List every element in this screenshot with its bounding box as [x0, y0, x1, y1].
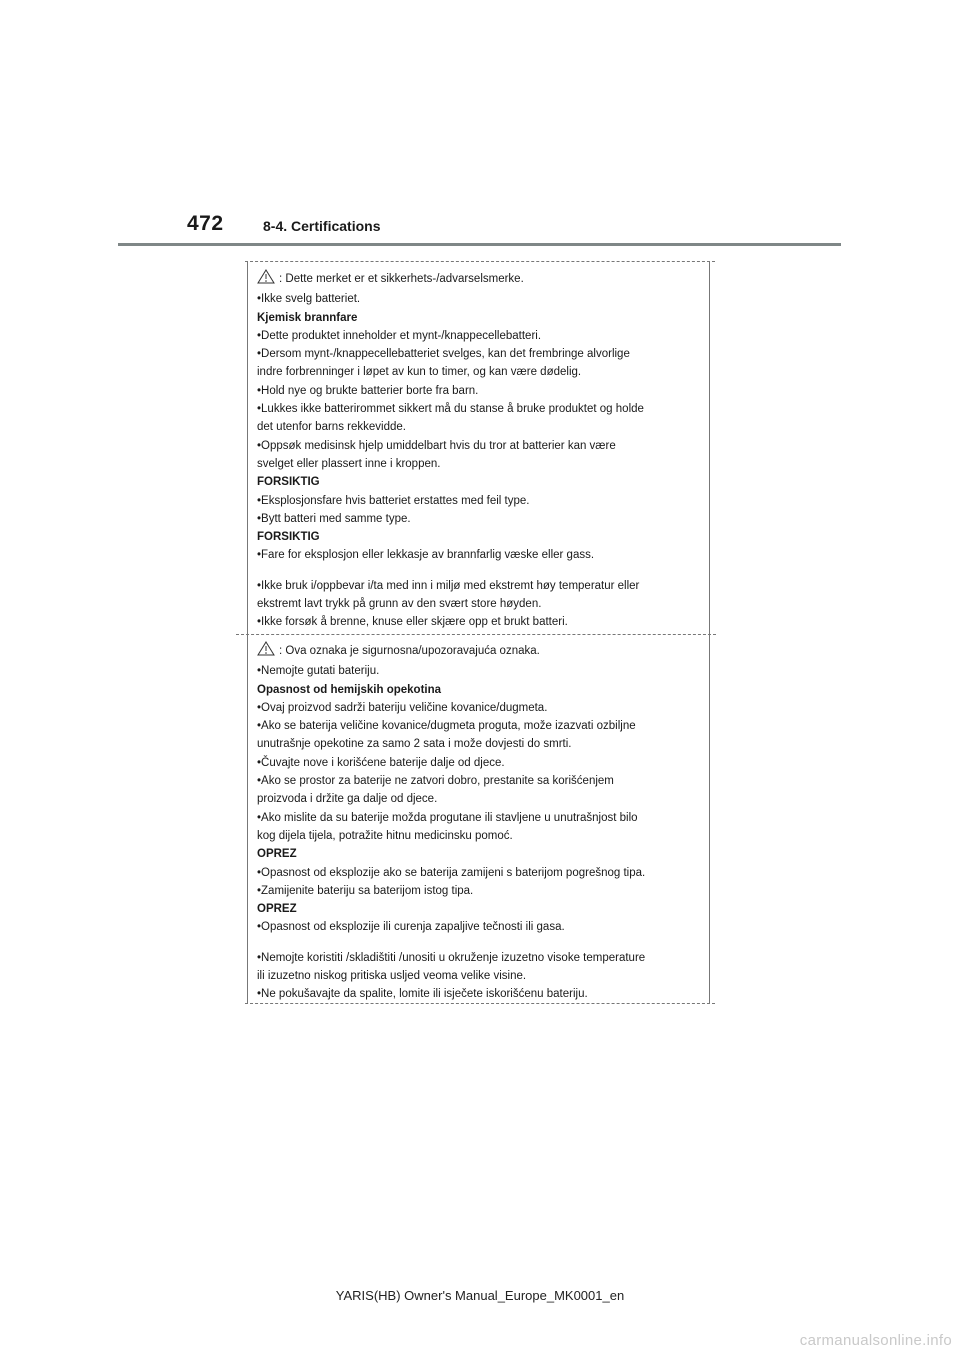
body-line: •Ikke svelg batteriet.: [257, 293, 361, 306]
paragraph-gap: [257, 937, 701, 949]
body-line: •Zamijenite bateriju sa baterijom istog tipa.: [257, 884, 474, 897]
section-heading: Opasnost od hemijskih opekotina: [257, 683, 442, 696]
section-heading: FORSIKTIG: [257, 531, 320, 544]
section-heading: OPREZ: [257, 848, 297, 861]
body-line: unutrašnje opekotine za samo 2 sata i može dovjesti do smrti.: [257, 738, 572, 751]
body-line: •Dette produktet inneholder et mynt-/knappecellebatteri.: [257, 329, 542, 342]
section-heading: FORSIKTIG: [257, 476, 320, 489]
warning-line: [257, 269, 701, 290]
box-lines: [257, 662, 701, 1003]
body-line: •Oppsøk medisinsk hjelp umiddelbart hvis du tror at batterier kan være: [257, 439, 616, 452]
body-line: •Lukkes ikke batterirommet sikkert må du stanse å bruke produktet og holde: [257, 403, 644, 416]
section-heading: OPREZ: [257, 903, 297, 916]
body-line: •Nemojte gutati bateriju.: [257, 665, 380, 678]
body-line: •Fare for eksplosjon eller lekkasje av brannfarlig væske eller gass.: [257, 549, 595, 562]
warning-label-text: : Dette merket er et sikkerhets-/advarselsmerke.: [279, 273, 524, 285]
body-line: •Ako se baterija veličine kovanice/dugmeta proguta, može izazvati ozbiljne: [257, 720, 636, 733]
body-line: •Bytt batteri med samme type.: [257, 512, 411, 525]
body-line: kog dijela tijela, potražite hitnu medicinsku pomoć.: [257, 829, 513, 842]
body-line: •Dersom mynt-/knappecellebatteriet svelges, kan det frembringe alvorlige: [257, 348, 630, 361]
body-line: det utenfor barns rekkevidde.: [257, 421, 406, 434]
warning-triangle-icon: [257, 641, 275, 662]
header-rule: [118, 243, 841, 246]
body-line: svelget eller plassert inne i kroppen.: [257, 457, 441, 470]
body-line: proizvoda i držite ga dalje od djece.: [257, 793, 438, 806]
body-line: •Nemojte koristiti /skladištiti /unositi u okruženje izuzetno visoke temperature: [257, 951, 646, 964]
body-line: •Ikke bruk i/oppbevar i/ta med inn i miljø med ekstremt høy temperatur eller: [257, 579, 640, 592]
page-number: 472: [187, 212, 224, 235]
body-line: •Čuvajte nove i korišćene baterije dalje od djece.: [257, 756, 505, 769]
warning-triangle-icon: [257, 269, 275, 290]
body-line: •Hold nye og brukte batterier borte fra barn.: [257, 384, 479, 397]
body-line: •Ako mislite da su baterije možda progutane ili stavljene u unutrašnjost bilo: [257, 811, 638, 824]
section-heading: Kjemisk brannfare: [257, 311, 358, 324]
body-line: •Ne pokušavajte da spalite, lomite ili isječete iskorišćenu bateriju.: [257, 988, 588, 1001]
warning-line: [257, 641, 701, 662]
body-line: ili izuzetno niskog pritiska usljed veoma velike visine.: [257, 970, 527, 983]
certification-box-serbian: [247, 634, 710, 1003]
body-line: •Ako se prostor za baterije ne zatvori dobro, prestanite sa korišćenjem: [257, 775, 614, 788]
body-line: •Opasnost od eksplozije ako se baterija zamijeni s baterijom pogrešnog tipa.: [257, 866, 646, 879]
watermark: carmanualsonline.info: [799, 1332, 952, 1349]
body-line: ekstremt lavt trykk på grunn av den svært store høyden.: [257, 598, 542, 611]
paragraph-gap: [257, 565, 701, 577]
body-line: •Eksplosjonsfare hvis batteriet erstattes med feil type.: [257, 494, 530, 507]
warning-label-text: : Ova oznaka je sigurnosna/upozoravajuća oznaka.: [279, 645, 540, 657]
body-line: •Ikke forsøk å brenne, knuse eller skjære opp et brukt batteri.: [257, 616, 568, 629]
box-lines: [257, 290, 701, 631]
footer-manual-title: YARIS(HB) Owner's Manual_Europe_MK0001_en: [335, 1288, 625, 1303]
certification-box-norwegian: [247, 262, 710, 634]
body-line: •Ovaj proizvod sadrži bateriju veličine kovanice/dugmeta.: [257, 701, 548, 714]
section-title: 8-4. Certifications: [263, 218, 381, 234]
body-line: •Opasnost od eksplozije ili curenja zapaljive tečnosti ili gasa.: [257, 921, 565, 934]
body-line: indre forbrenninger i løpet av kun to timer, og kan være dødelig.: [257, 366, 582, 379]
